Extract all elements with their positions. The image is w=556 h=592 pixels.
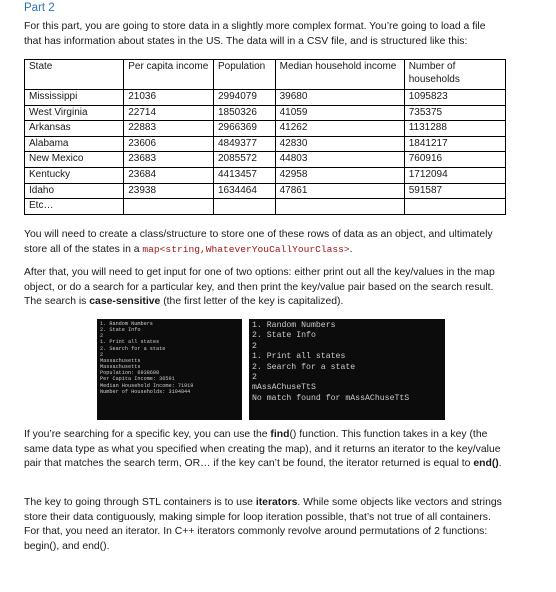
table-cell (275, 199, 404, 215)
table-row (25, 152, 506, 168)
console-output-not-found: 1. Random Numbers 2. State Info 2 1. Print all states 2. Search for a state 2 mAssAChuseTtS No match found for mAssAChuseTtS (249, 319, 445, 420)
table-cell: 22714 (124, 105, 214, 121)
class-structure-paragraph (24, 228, 504, 257)
table-cell: 41059 (275, 105, 404, 121)
table-cell: 760916 (404, 152, 505, 168)
table-cell: 4849377 (213, 136, 275, 152)
table-cell: 23683 (124, 152, 214, 168)
table-cell: 2994079 (213, 90, 275, 106)
table-row (25, 167, 506, 183)
table-cell: 735375 (404, 105, 505, 121)
table-cell: Etc… (25, 199, 124, 215)
paragraph-text: You will need to create a class/structure to store one of these rows of data as an object, and ultimately store all of the states in a (24, 229, 493, 255)
table-cell: 591587 (404, 183, 505, 199)
console-output-found: 1. Random Numbers 2. State Info 2 1. Print all states 2. Search for a state 2 Massachusetts Massachusetts Population: 6938608 Per Capita Income: 36591 Median Household Income: 71919 Number of Households: 3194844 (97, 319, 242, 420)
table-cell: 42830 (275, 136, 404, 152)
table-cell: 22883 (124, 121, 214, 137)
iterators-paragraph (24, 496, 504, 554)
table-cell: 2966369 (213, 121, 275, 137)
table-cell: 41262 (275, 121, 404, 137)
table-cell: 42958 (275, 167, 404, 183)
paragraph-text: If you’re searching for a specific key, you can use the (24, 429, 271, 440)
table-cell: 1095823 (404, 90, 505, 106)
section-heading: Part 2 (24, 2, 55, 14)
table-cell: 2085572 (213, 152, 275, 168)
intro-paragraph: For this part, you are going to store data in a slightly more complex format. You’re going to load a file that has information about states in the US. The data will in a CSV file, and is structured like this: (24, 21, 486, 47)
bold-text: end() (473, 458, 499, 470)
bold-text: find (270, 429, 290, 440)
table-cell: 4413457 (213, 167, 275, 183)
table-cell: 39680 (275, 90, 404, 106)
table-cell: 1634464 (213, 183, 275, 199)
table-cell (213, 199, 275, 215)
table-cell: Mississippi (25, 90, 124, 106)
map-type-code: map<string,WhateverYouCallYourClass> (142, 243, 350, 255)
table-row (25, 121, 506, 137)
find-function-paragraph (24, 428, 504, 472)
table-row (25, 105, 506, 121)
states-table (24, 59, 506, 215)
table-row (25, 183, 506, 199)
paragraph-text: (the first letter of the key is capitalized). (160, 296, 344, 308)
bold-text: iterators (255, 497, 298, 508)
column-header-state: State (25, 60, 124, 90)
column-header-median-household-income: Median household income (275, 60, 404, 90)
table-cell: 47861 (275, 183, 404, 199)
column-header-number-of-households: Number of households (404, 60, 505, 90)
table-cell: 1131288 (404, 121, 505, 137)
table-row (25, 136, 506, 152)
table-cell (124, 199, 214, 215)
paragraph-text: . (498, 458, 502, 470)
column-header-per-capita-income: Per capita income (124, 60, 214, 90)
paragraph-text: . (349, 243, 353, 255)
table-cell (404, 199, 505, 215)
paragraph-text: () function. This function takes in a key (the same data type as what you specified when creating the map), and it returns an iterator to the key/value pair that matches the search term, OR… if the key can’t be found, the iterator returned is equal to (24, 429, 501, 470)
table-cell: Arkansas (25, 121, 124, 137)
table-cell: 23684 (124, 167, 214, 183)
table-cell: Idaho (25, 183, 124, 199)
table-cell: 21036 (124, 90, 214, 106)
table-cell: New Mexico (25, 152, 124, 168)
bold-text: case-sensitive (89, 296, 161, 308)
table-cell: Alabama (25, 136, 124, 152)
table-row (25, 199, 506, 215)
table-cell: West Virginia (25, 105, 124, 121)
table-cell: 23938 (124, 183, 214, 199)
table-cell: 44803 (275, 152, 404, 168)
paragraph-text: After that, you will need to get input for one of two options: either print out all the key/values in the map object, or do a search for a particular key, and then print the key/value pair based on the search result. The search is (24, 267, 495, 308)
input-options-paragraph (24, 266, 504, 310)
table-cell: Kentucky (25, 167, 124, 183)
column-header-population: Population (213, 60, 275, 90)
table-cell: 1841217 (404, 136, 505, 152)
table-row (25, 90, 506, 106)
paragraph-text: The key to going through STL containers is to use (24, 497, 256, 508)
table-header-row (25, 60, 506, 90)
table-cell: 1850326 (213, 105, 275, 121)
table-cell: 23606 (124, 136, 214, 152)
paragraph-text: . While some objects like vectors and strings store their data contiguously, making simple for loop iteration possible, that’s not true of all containers. For that, you need an iterator. In C++ iterators commonly revolve around permutations of 2 functions: begin(), and end(). (24, 497, 502, 552)
table-cell: 1712094 (404, 167, 505, 183)
